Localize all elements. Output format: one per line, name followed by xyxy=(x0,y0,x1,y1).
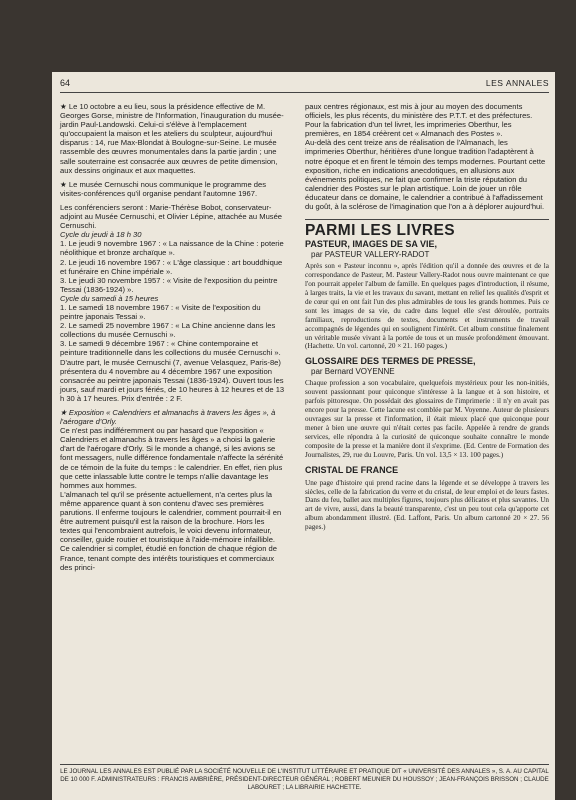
magazine-page xyxy=(52,72,555,800)
news-cernuschi: ★ Le musée Cernuschi nous communique le programme des visites-conférences qu'il organise pendant l'automne 1967. xyxy=(60,179,267,198)
orly-paragraph-1: Ce n'est pas indifféremment ou par hasard que l'exposition « Calendriers et almanachs à travers les âges » a choisi la galerie d'art de l'aérogare d'Orly. Si le monde a changé, si les avions se font messagers, nulle différence fondamentale n'affecte la sérénité de ce témoin de la fuite du temps : le calendrier. En effet, rien plus que cette inlassable lutte contre le temps n'allie davantage les hommes aux hommes. xyxy=(60,426,284,490)
cycle-saturday-heading: Cycle du samedi à 15 heures xyxy=(60,293,159,303)
review-2-body: Chaque profession a son vocabulaire, quelquefois mystérieux pour les non-initiés, souvent passionnant pour quiconque s'intéresse à la langue et à son histoire, et parfois pittoresque. On possédait des glossaires de l'imprimerie : il n'y en avait pas encore pour la presse. Cette lacune est comblée par M. Voyenne. Auteur de plusieurs ouvrages sur la presse et l'information, il était mieux placé que quiconque pour mener à bien une œuvre qui n'était certes pas facile. Appelée à rendre de grands services, elle répondra à la curiosité de quiconque souhaite connaître le monde composite de la presse et la manière dont il s'exprime. (Ed. Centre de Formation des Journalistes, 29, rue du Louvre, Paris. Un vol. 13,5 × 13. 100 pages.) xyxy=(305,379,549,459)
orly-heading: ★ Exposition « Calendriers et almanachs à travers les âges », à l'aérogare d'Orly. xyxy=(60,408,276,427)
orly-paragraph-2: L'almanach tel qu'il se présente actuellement, n'a certes plus la même apparence quant à son contenu d'avec ses premières parutions. Il enferme toujours le calendrier, comment pourrait-il en être autrement puisqu'il est la raison de la brochure. Hors les textes qui l'encombraient autrefois, le voici devenu informateur, conseiller, guide routier et touristique à l'aide-mémoire infaillible. xyxy=(60,489,282,545)
almanac-paragraph-1: paux centres régionaux, est mis à jour au moyen des documents officiels, les plus récents, du ministère des P.T.T. et des préfectures. xyxy=(305,102,533,121)
review-3-body: Une page d'histoire qui prend racine dans la légende et se développe à travers les siècles, celle de la fabrication du verre et du cristal, de leur emploi et de leurs fastes. Dans du feu, ballet aux multiples figures, toujours plus délicates et plus savantes. Un art de vivre, aussi, dans la beauté transparente, c'est un peu tout cela qu'apporte cet album abondamment illustré. (Ed. Laffont, Paris. Un album cartonné 20 × 27. 56 pages.) xyxy=(305,478,549,532)
saturday-item-3: 3. Le samedi 9 décembre 1967 : « Chine contemporaine et peinture traditionnelle dans les collections du musée Cernuschi ». xyxy=(60,339,281,358)
page-header xyxy=(60,78,549,93)
review-1-body: Après son « Pasteur inconnu », après l'édition qu'il a donnée des œuvres et de la correspondance de Pasteur, M. Pasteur Vallery-Radot nous ouvre maintenant ce que l'on pourrait appeler l'album de famille. En quelques pages d'introduction, il résume, à larges traits, la vie et les travaux du savant, mettant en relief les qualités d'esprit et de cœur qui en ont fait l'un des plus admirables de tous les grands hommes. Puis ce sont les images de sa vie, du cadre dans lequel elle s'est déroulée, portraits familiaux, reproductions de textes, documents et instruments de travail accompagnés de légendes qui en soulignent l'intérêt. Cet album constitue finalement un véritable musée vivant à la portée de tous et un musée profondément émouvant. (Hachette. Un vol. cartonné, 20 × 21. 160 pages.) xyxy=(305,262,549,351)
running-head: LES ANNALES xyxy=(485,78,549,88)
news-landowski: ★ Le 10 octobre a eu lieu, sous la présidence effective de M. Georges Gorse, ministre de l'Information, l'inauguration du musée-jardin Paul-Landowski. Celui-ci s'élève à l'emplacement qu'occupaient la maison et les ateliers du sculpteur, aujourd'hui disparus : 14, rue Max-Blondat à Boulogne-sur-Seine. Le musée rassemble des œuvres monumentales dans la partie jardin ; une salle souterraine est consacrée aux œuvres de petite dimension, aux dessins originaux et aux maquettes. xyxy=(60,102,284,175)
left-column xyxy=(60,102,285,577)
page-number: 64 xyxy=(60,78,71,88)
review-1-author: par PASTEUR VALLERY-RADOT xyxy=(311,250,430,260)
review-1-title: PASTEUR, IMAGES DE SA VIE, xyxy=(305,239,438,250)
thursday-item-1: 1. Le jeudi 9 novembre 1967 : « La naissance de la Chine : poterie néolithique et bronze archaïque ». xyxy=(60,239,284,258)
section-title: PARMI LES LIVRES xyxy=(305,219,549,235)
thursday-item-3: 3. Le jeudi 30 novembre 1957 : « Visite de l'exposition du peintre Tessai (1836-1924) ». xyxy=(60,275,278,294)
thursday-item-2: 2. Le jeudi 16 novembre 1967 : « L'âge classique : art bouddhique et funéraire en Chine impériale ». xyxy=(60,257,283,276)
review-2-title: GLOSSAIRE DES TERMES DE PRESSE, xyxy=(305,356,476,367)
review-2-author: par Bernard VOYENNE xyxy=(311,367,395,377)
orly-paragraph-3: Ce calendrier si complet, étudié en fonction de chaque région de France, tenant compte des intérêts touristiques et commerciaux des princi- xyxy=(60,544,277,572)
right-column xyxy=(305,102,549,537)
saturday-item-2: 2. Le samedi 25 novembre 1967 : « La Chine ancienne dans les collections du musée Cernuschi ». xyxy=(60,321,276,340)
publisher-footer: LE JOURNAL LES ANNALES EST PUBLIÉ PAR LA SOCIÉTÉ NOUVELLE DE L'INSTITUT LITTÉRAIRE ET PRATIQUE DIT « UNIVERSITÉ DES ANNALES », S. A. AU CAPITAL DE 10 000 F. ADMINISTRATEURS : FRANCIS AMBRIÈRE, PRÉSIDENT-DIRECTEUR GÉNÉRAL ; ROBERT MEUNIER DU HOUSSOY ; JEAN-FRANÇOIS BRISSON ; CLAUDE LABOURET ; LA LIBRAIRIE HACHETTE. xyxy=(60,764,549,792)
lecturers: Les conférenciers seront : Marie-Thérèse Bobot, conservateur-adjoint au Musée Cernuschi, et Olivier Lépine, attachée au Musée Cernuschi. xyxy=(60,202,283,231)
almanac-paragraph-3: Au-delà des cent treize ans de réalisation de l'Almanach, les imprimeries Oberthur, héritières d'une longue tradition l'adaptèrent à notre époque et en firent le témoin des temps modernes. Pourtant cette exposition, riche en indications anecdotiques, en allusions aux événements politiques, ne fait que confirmer la triste réputation du calendrier des Postes sur le plan artistique. Loin de jouer un rôle éducateur dans ce domaine, le calendrier a contribué à l'affadissement du goût, à la sclérose de l'imagination que l'on a à déplorer aujourd'hui. xyxy=(305,138,546,212)
saturday-item-1: 1. Le samedi 18 novembre 1967 : « Visite de l'exposition du peintre japonais Tessai ». xyxy=(60,302,261,322)
review-3-title: CRISTAL DE FRANCE xyxy=(305,464,399,475)
almanac-paragraph-2: Pour la fabrication d'un tel livret, les imprimeries Oberthur, les premières, en 1854 créèrent cet « Almanach des Postes ». xyxy=(305,120,512,139)
tessai-exhibition: D'autre part, le musée Cernuschi (7, avenue Velasquez, Paris-8e) présentera du 4 novembre au 4 décembre 1967 une exposition consacrée au peintre japonais Tessai (1836-1924). Ouvert tous les jours, sauf mardi et jours fériés, de 10 heures à 12 heures et de 13 h 30 à 17 heures. Prix d'entrée : 2 F. xyxy=(60,357,285,403)
cycle-thursday-heading: Cycle du jeudi à 18 h 30 xyxy=(60,230,142,240)
